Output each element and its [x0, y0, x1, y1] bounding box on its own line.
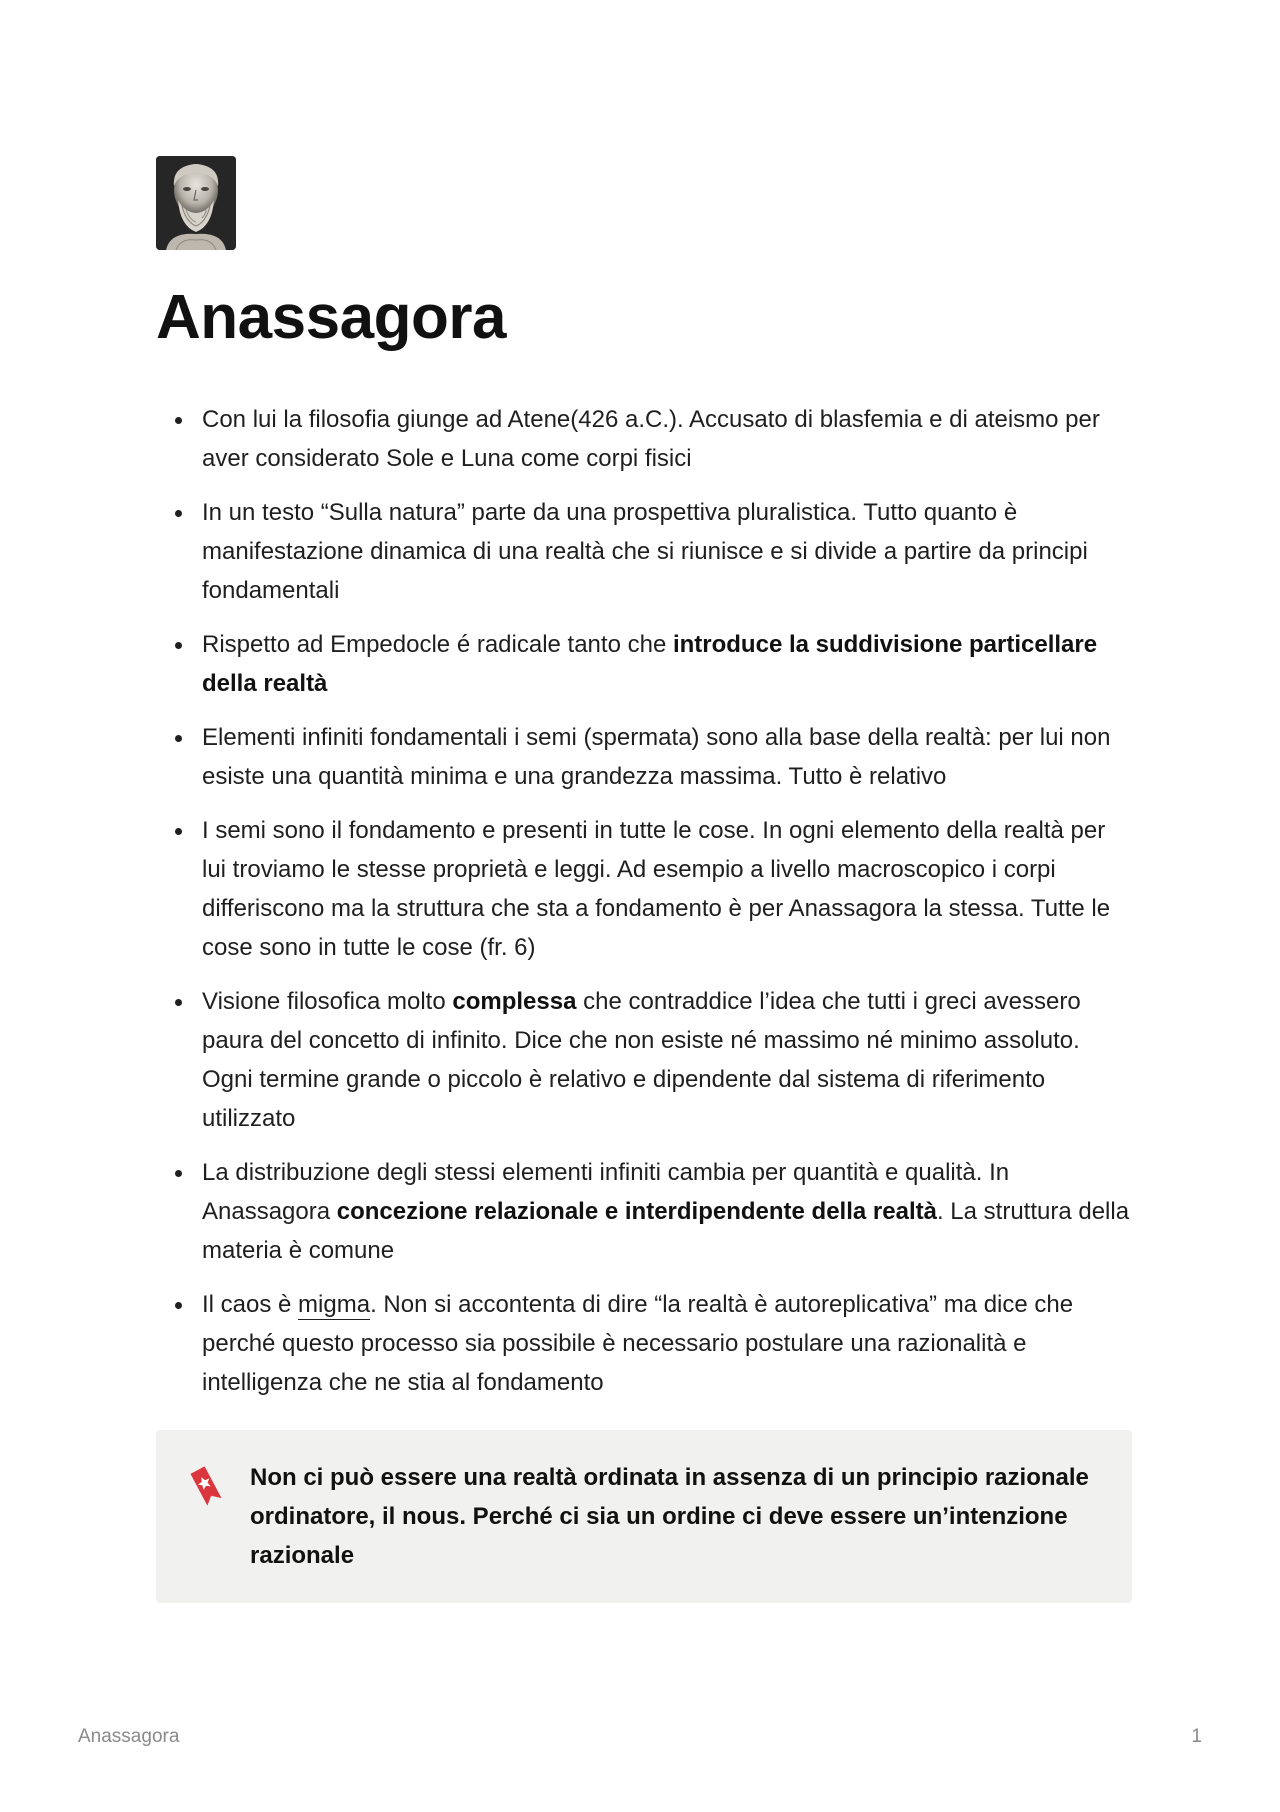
bold-text: introduce la suddivisione particellare della realtà: [202, 631, 1098, 697]
bullet-dot: [175, 1302, 182, 1309]
underlined-text: migma: [298, 1291, 371, 1318]
bullet-text: Elementi infiniti fondamentali i semi (spermata) sono alla base della realtà: per lui non esiste una quantità minima e una grandezza massima. Tutto è relativo: [202, 724, 1111, 790]
bullet-text: Con lui la filosofia giunge ad Atene(426 a.C.). Accusato di blasfemia e di ateismo per aver considerato Sole e Luna come corpi fisici: [202, 406, 1100, 472]
bullet-text: . Non si accontenta di dire “la realtà è autoreplicativa” ma dice che perché questo processo sia possibile è necessario postulare una razionalità e intelligenza che ne stia al fondamento: [202, 1291, 1074, 1396]
footer-title: Anassagora: [78, 1726, 180, 1747]
bullet-text: Visione filosofica molto: [202, 988, 453, 1015]
bullet-item: [156, 493, 1132, 610]
bookmark-icon: [186, 1464, 226, 1508]
bullet-list: [156, 400, 1132, 1402]
bullet-text: Rispetto ad Empedocle é radicale tanto che: [202, 631, 673, 658]
bullet-text: che contraddice l’idea che tutti i greci avessero paura del concetto di infinito. Dice che non esiste né massimo né minimo assoluto. Ogni termine grande o piccolo è relativo e dipendente dal sistema di riferimento utilizzato: [202, 988, 1081, 1132]
bullet-item: [156, 718, 1132, 796]
bullet-text: I semi sono il fondamento e presenti in tutte le cose. In ogni elemento della realtà per lui troviamo le stesse proprietà e leggi. Ad esempio a livello macroscopico i corpi differiscono ma la struttura che sta a fondamento è per Anassagora la stessa. Tutte le cose sono in tutte le cose (fr. 6): [202, 817, 1111, 961]
bullet-item: [156, 1285, 1132, 1402]
callout-text: Non ci può essere una realtà ordinata in assenza di un principio razionale ordinatore, il nous. Perché ci sia un ordine ci deve essere un’intenzione razionale: [250, 1464, 1089, 1569]
callout: [156, 1430, 1132, 1603]
portrait-icon: [156, 156, 236, 250]
bullet-dot: [175, 510, 182, 517]
bullet-text: La distribuzione degli stessi elementi infiniti cambia per quantità e qualità. In Anassagora: [202, 1159, 1010, 1225]
bullet-item: [156, 400, 1132, 478]
bullet-text: . La struttura della materia è comune: [202, 1198, 1130, 1264]
bullet-dot: [175, 1170, 182, 1177]
bullet-item: [156, 1153, 1132, 1270]
bullet-dot: [175, 735, 182, 742]
bullet-dot: [175, 999, 182, 1006]
bullet-item: [156, 625, 1132, 703]
bold-text: complessa: [452, 988, 577, 1015]
bullet-dot: [175, 417, 182, 424]
bold-text: concezione relazionale e interdipendente della realtà: [336, 1198, 937, 1225]
bullet-dot: [175, 828, 182, 835]
bullet-item: [156, 982, 1132, 1138]
page-title: Anassagora: [156, 283, 506, 352]
page-number: 1: [1191, 1726, 1202, 1747]
bullet-item: [156, 811, 1132, 967]
page-content: [156, 156, 1132, 1603]
bullet-text: In un testo “Sulla natura” parte da una prospettiva pluralistica. Tutto quanto è manifestazione dinamica di una realtà che si riunisce e si divide a partire da principi fondamentali: [202, 499, 1088, 604]
bullet-text: Il caos è: [202, 1291, 299, 1318]
bullet-dot: [175, 642, 182, 649]
